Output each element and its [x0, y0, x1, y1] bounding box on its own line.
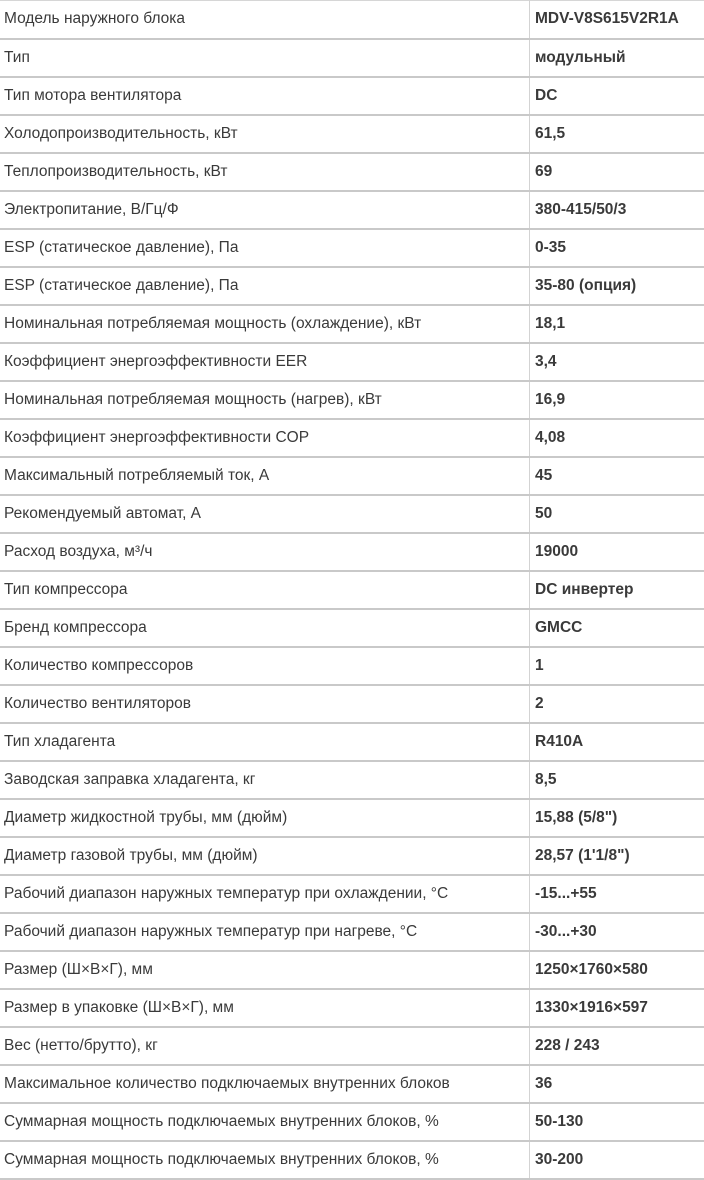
spec-value: 2: [530, 685, 704, 723]
table-row: [0, 533, 704, 571]
table-row: [0, 457, 704, 495]
spec-label: Рабочий диапазон наружных температур при нагреве, °С: [0, 913, 530, 951]
spec-value: 1250×1760×580: [530, 951, 704, 989]
spec-label: Диаметр газовой трубы, мм (дюйм): [0, 837, 530, 875]
spec-value: DC: [530, 77, 704, 115]
spec-value: 19000: [530, 533, 704, 571]
spec-label: ESP (статическое давление), Па: [0, 267, 530, 305]
spec-label: Вес (нетто/брутто), кг: [0, 1027, 530, 1065]
table-row: [0, 875, 704, 913]
spec-label: Тип: [0, 39, 530, 77]
spec-label: Размер (Ш×В×Г), мм: [0, 951, 530, 989]
spec-label: Коэффициент энергоэффективности EER: [0, 343, 530, 381]
spec-value: 50: [530, 495, 704, 533]
spec-label: Рабочий диапазон наружных температур при охлаждении, °С: [0, 875, 530, 913]
table-row: [0, 951, 704, 989]
spec-label: Размер в упаковке (Ш×В×Г), мм: [0, 989, 530, 1027]
spec-value: 18,1: [530, 305, 704, 343]
spec-label: Номинальная потребляемая мощность (нагрев), кВт: [0, 381, 530, 419]
table-row: [0, 1141, 704, 1179]
table-row: [0, 1, 704, 39]
table-row: [0, 989, 704, 1027]
spec-label: Рекомендуемый автомат, А: [0, 495, 530, 533]
table-row: [0, 799, 704, 837]
spec-value: 3,4: [530, 343, 704, 381]
spec-label: Количество вентиляторов: [0, 685, 530, 723]
table-row: [0, 39, 704, 77]
spec-value: 45: [530, 457, 704, 495]
spec-label: Заводская заправка хладагента, кг: [0, 761, 530, 799]
table-row: [0, 419, 704, 457]
spec-label: Электропитание, В/Гц/Ф: [0, 191, 530, 229]
spec-label: Тип мотора вентилятора: [0, 77, 530, 115]
table-row: [0, 229, 704, 267]
spec-label: Максимальный потребляемый ток, А: [0, 457, 530, 495]
spec-value: 36: [530, 1065, 704, 1103]
spec-label: ESP (статическое давление), Па: [0, 229, 530, 267]
spec-label: Диаметр жидкостной трубы, мм (дюйм): [0, 799, 530, 837]
spec-value: 35-80 (опция): [530, 267, 704, 305]
table-row: [0, 77, 704, 115]
spec-value: -30...+30: [530, 913, 704, 951]
spec-label: Коэффициент энергоэффективности COP: [0, 419, 530, 457]
spec-value: 380-415/50/3: [530, 191, 704, 229]
table-row: [0, 837, 704, 875]
table-row: [0, 1065, 704, 1103]
spec-value: 8,5: [530, 761, 704, 799]
spec-value: 228 / 243: [530, 1027, 704, 1065]
table-row: [0, 191, 704, 229]
spec-value: 28,57 (1'1/8"): [530, 837, 704, 875]
table-row: [0, 761, 704, 799]
spec-label: Максимальное количество подключаемых внутренних блоков: [0, 1065, 530, 1103]
spec-label: Теплопроизводительность, кВт: [0, 153, 530, 191]
spec-label: Номинальная потребляемая мощность (охлаждение), кВт: [0, 305, 530, 343]
spec-value: R410A: [530, 723, 704, 761]
spec-label: Тип компрессора: [0, 571, 530, 609]
table-row: [0, 609, 704, 647]
table-row: [0, 343, 704, 381]
table-row: [0, 1103, 704, 1141]
spec-value: MDV-V8S615V2R1A: [530, 1, 704, 39]
spec-value: 1330×1916×597: [530, 989, 704, 1027]
table-row: [0, 305, 704, 343]
spec-value: -15...+55: [530, 875, 704, 913]
spec-value: 69: [530, 153, 704, 191]
spec-value: 4,08: [530, 419, 704, 457]
spec-label: Тип хладагента: [0, 723, 530, 761]
spec-value: 16,9: [530, 381, 704, 419]
spec-value: 50-130: [530, 1103, 704, 1141]
table-row: [0, 381, 704, 419]
spec-label: Суммарная мощность подключаемых внутренних блоков, %: [0, 1141, 530, 1179]
table-row: [0, 647, 704, 685]
table-row: [0, 723, 704, 761]
spec-label: Модель наружного блока: [0, 1, 530, 39]
table-row: [0, 495, 704, 533]
table-row: [0, 685, 704, 723]
spec-label: Суммарная мощность подключаемых внутренних блоков, %: [0, 1103, 530, 1141]
spec-value: 30-200: [530, 1141, 704, 1179]
spec-value: 0-35: [530, 229, 704, 267]
spec-value: 1: [530, 647, 704, 685]
spec-value: GMCC: [530, 609, 704, 647]
spec-value: DC инвертер: [530, 571, 704, 609]
spec-value: 15,88 (5/8"): [530, 799, 704, 837]
spec-label: Количество компрессоров: [0, 647, 530, 685]
table-row: [0, 913, 704, 951]
table-row: [0, 1027, 704, 1065]
table-row: [0, 571, 704, 609]
table-row: [0, 153, 704, 191]
spec-table-body: [0, 1, 704, 1179]
spec-label: Бренд компрессора: [0, 609, 530, 647]
spec-value: 61,5: [530, 115, 704, 153]
spec-label: Холодопроизводительность, кВт: [0, 115, 530, 153]
table-row: [0, 115, 704, 153]
spec-label: Расход воздуха, м³/ч: [0, 533, 530, 571]
table-row: [0, 267, 704, 305]
spec-value: модульный: [530, 39, 704, 77]
